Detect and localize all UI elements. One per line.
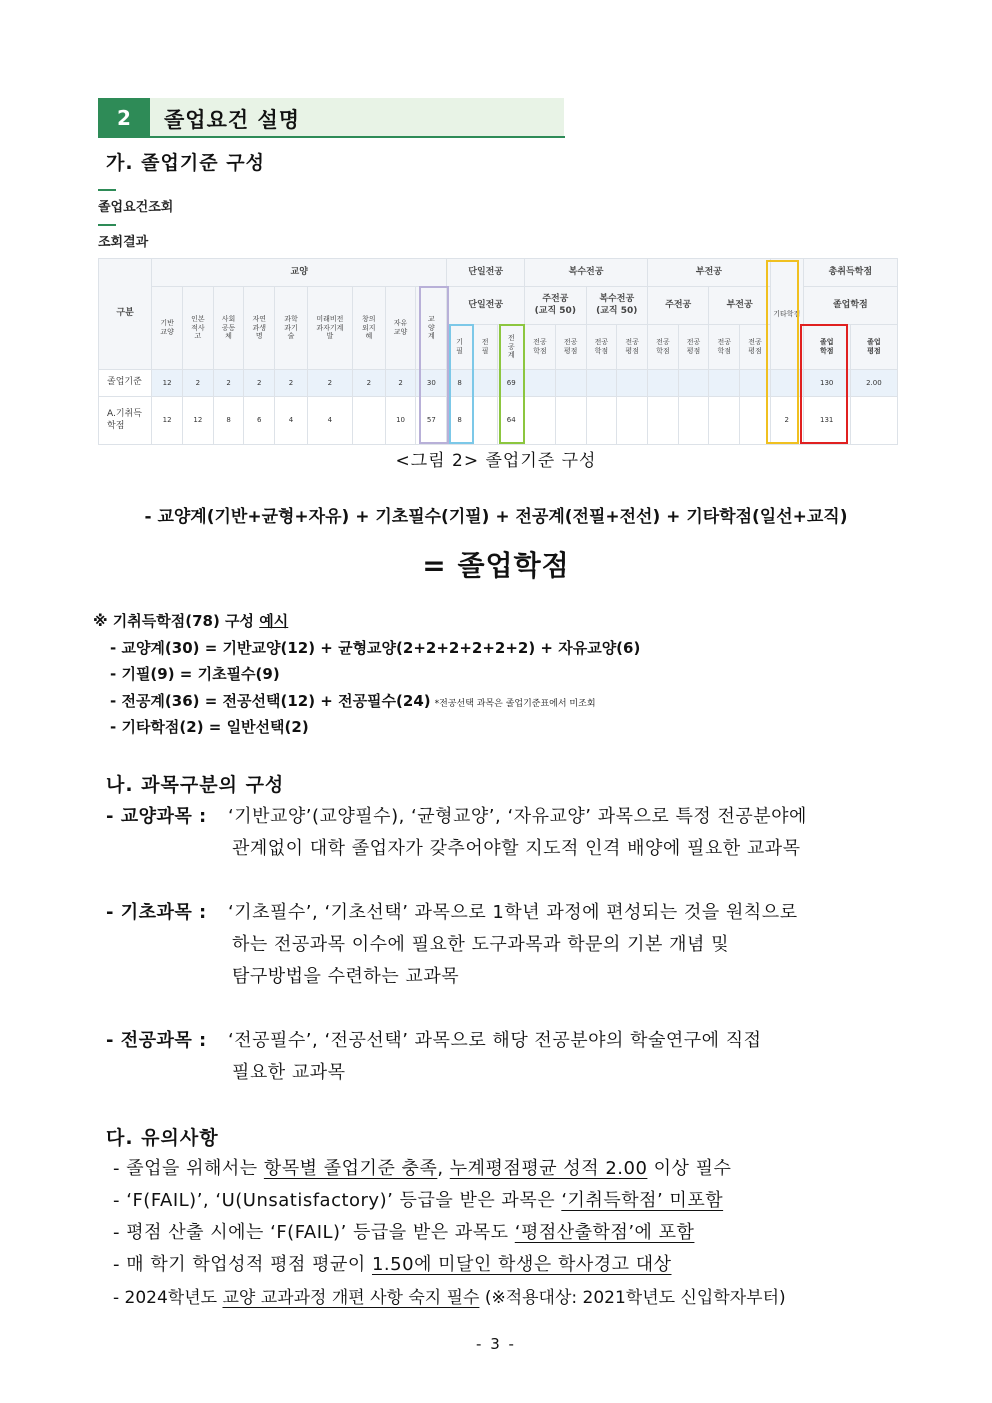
cell: 4	[307, 397, 352, 445]
single-col: 전 공 계	[498, 325, 525, 370]
cell: 57	[416, 397, 447, 445]
cell: 8	[447, 370, 473, 397]
grad-col: 졸업 평점	[850, 325, 897, 370]
highlight-major-total	[499, 324, 525, 444]
cell: 131	[803, 397, 850, 445]
cell	[352, 397, 385, 445]
cell: 2.00	[850, 370, 897, 397]
label-tick	[98, 189, 116, 191]
cell: 69	[498, 370, 525, 397]
note-text: - 졸업을 위해서는	[113, 1158, 264, 1179]
liberal-col: 인본 적사 고	[182, 287, 213, 370]
note-underlined: 누계평점평균 성적 2.00	[449, 1158, 648, 1179]
note-underlined: 항목별 졸업기준 충족	[263, 1158, 438, 1179]
note-text: - 2024학년도	[113, 1288, 223, 1308]
note-item	[113, 1154, 731, 1180]
pair-col: 전공 학점	[647, 325, 678, 370]
cell: 2	[182, 370, 213, 397]
cell: 2	[275, 370, 308, 397]
highlight-liberal-total	[419, 286, 449, 444]
cell	[555, 397, 586, 445]
liberal-col: 자유 교양	[385, 287, 416, 370]
pair-col: 전공 학점	[586, 325, 617, 370]
note-item	[113, 1186, 723, 1212]
single-col: 기 필	[447, 325, 473, 370]
cell: 2	[307, 370, 352, 397]
cell: 4	[275, 397, 308, 445]
note-text: 이상 필수	[647, 1158, 732, 1179]
course-desc-line: 필요한 교과목	[232, 1062, 346, 1083]
cell	[617, 397, 648, 445]
cell: 8	[447, 397, 473, 445]
subheading-b: 나. 과목구분의 구성	[106, 774, 285, 796]
liberal-col: 자연 과생 명	[244, 287, 275, 370]
example-title	[93, 610, 288, 631]
cell: 10	[385, 397, 416, 445]
pair-col: 전공 평점	[617, 325, 648, 370]
cell	[709, 370, 740, 397]
cell: 12	[152, 370, 183, 397]
liberal-col: 사회 공동 체	[213, 287, 244, 370]
course-desc-line: 탐구방법을 수련하는 교과목	[232, 966, 460, 987]
cell	[709, 397, 740, 445]
highlight-other-credits	[766, 260, 799, 444]
note-text: - 매 학기 학업성적 평점 평균이	[113, 1254, 372, 1275]
row-label: 졸업기준	[99, 370, 152, 397]
example-item-text: - 전공계(36) = 전공선택(12) + 전공필수(24)	[110, 692, 431, 710]
example-title-text: ※ 기취득학점(78) 구성	[93, 612, 260, 630]
note-text: ,	[437, 1158, 450, 1179]
group-other: 기타학점	[770, 259, 803, 370]
example-title-underlined: 예시	[259, 612, 289, 630]
group-total: 총취득학점	[803, 259, 897, 287]
cell	[525, 370, 556, 397]
cell	[617, 370, 648, 397]
highlight-graduation-credits	[800, 324, 848, 444]
lookup-label: 졸업요건조회	[98, 200, 174, 215]
cell	[678, 370, 709, 397]
example-item: - 기필(9) = 기초필수(9)	[110, 665, 280, 683]
cell: 2	[213, 370, 244, 397]
note-underlined: ‘평점산출학점’에 포함	[514, 1222, 695, 1243]
row-label: A.기취득 학점	[99, 397, 152, 445]
liberal-col: 과학 과기 술	[275, 287, 308, 370]
course-desc-line: ‘전공필수’, ‘전공선택’ 과목으로 해당 전공분야의 학술연구에 직접	[228, 1030, 762, 1051]
cell: 6	[244, 397, 275, 445]
cell	[472, 370, 498, 397]
section-underline	[98, 136, 565, 138]
section-title: 졸업요건 설명	[164, 108, 301, 132]
liberal-col: 기반 교양	[152, 287, 183, 370]
note-underlined: 1.50에 미달인 학생은 학사경고 대상	[371, 1254, 672, 1275]
cell	[647, 397, 678, 445]
cell	[850, 397, 897, 445]
course-term: - 교양과목 :	[106, 806, 207, 827]
pair-col: 전공 평점	[678, 325, 709, 370]
pair-col: 전공 학점	[525, 325, 556, 370]
cell	[586, 370, 617, 397]
liberal-total-col: 교 양 계	[416, 287, 447, 370]
note-text: (※적용대상: 2021학년도 신입학자부터)	[479, 1288, 786, 1308]
cell: 2	[244, 370, 275, 397]
cell: 12	[152, 397, 183, 445]
figure-caption: <그림 2> 졸업기준 구성	[395, 451, 597, 471]
subheading-a: 가. 졸업기준 구성	[106, 152, 265, 174]
graduation-equals: = 졸업학점	[422, 549, 570, 582]
formula-line: - 교양계(기반+균형+자유) + 기초필수(기필) + 전공계(전필+전선) + 기타학점(일선+교직)	[144, 507, 848, 527]
row-header: 구분	[99, 259, 152, 370]
pair-col: 전공 평점	[555, 325, 586, 370]
cell: 2	[385, 370, 416, 397]
cell	[525, 397, 556, 445]
cell: 130	[803, 370, 850, 397]
note-text: - ‘F(FAIL)’, ‘U(Unsatisfactory)’ 등급을 받은 과목은	[113, 1190, 562, 1211]
course-desc-line: 하는 전공과목 이수에 필요한 도구과목과 학문의 기본 개념 및	[232, 934, 729, 955]
note-text: - 평점 산출 시에는 ‘F(FAIL)’ 등급을 받은 과목도	[113, 1222, 515, 1243]
note-item	[113, 1250, 672, 1276]
sub-minor-main: 주전공	[647, 287, 708, 325]
note-underlined: 교양 교과과정 개편 사항 숙지 필수	[222, 1288, 480, 1308]
group-liberal: 교양	[152, 259, 447, 287]
grad-col: 졸업 학점	[803, 325, 850, 370]
example-item: - 교양계(30) = 기반교양(12) + 균형교양(2+2+2+2+2+2) + 자유교양(6)	[110, 639, 641, 657]
group-single-major: 단일전공	[447, 259, 525, 287]
cell	[678, 397, 709, 445]
sub-single-major: 단일전공	[447, 287, 525, 325]
cell	[647, 370, 678, 397]
course-desc-line: 관계없이 대학 졸업자가 갖추어야할 지도적 인격 배양에 필요한 교과목	[232, 838, 801, 859]
cell: 64	[498, 397, 525, 445]
highlight-basic-required	[449, 324, 474, 444]
subheading-c: 다. 유의사항	[106, 1127, 219, 1149]
group-double-major: 복수전공	[525, 259, 648, 287]
single-col: 전 필	[472, 325, 498, 370]
pair-col: 전공 평점	[740, 325, 771, 370]
example-item: - 기타학점(2) = 일반선택(2)	[110, 718, 309, 736]
course-desc-line: ‘기반교양’(교양필수), ‘균형교양’, ‘자유교양’ 과목으로 특정 전공분야에	[228, 806, 807, 827]
note-item	[113, 1283, 786, 1308]
group-minor: 부전공	[647, 259, 770, 287]
cell: 30	[416, 370, 447, 397]
example-note: *전공선택 과목은 졸업기준표에서 미조회	[434, 699, 596, 709]
pair-col: 전공 학점	[709, 325, 740, 370]
cell: 2	[352, 370, 385, 397]
cell: 8	[213, 397, 244, 445]
example-item	[110, 690, 596, 711]
cell	[472, 397, 498, 445]
sub-double-major: 복수전공 (교직 50)	[586, 287, 647, 325]
note-underlined: ‘기취득학점’ 미포함	[561, 1190, 724, 1211]
label-tick	[98, 224, 116, 226]
course-desc-line: ‘기초필수’, ‘기초선택’ 과목으로 1학년 과정에 편성되는 것을 원칙으로	[228, 902, 798, 923]
liberal-col: 창의 외지 혜	[352, 287, 385, 370]
sub-main-major: 주전공 (교직 50)	[525, 287, 586, 325]
note-item	[113, 1218, 694, 1244]
cell	[586, 397, 617, 445]
result-label: 조회결과	[98, 235, 149, 250]
sub-minor-sub: 부전공	[709, 287, 770, 325]
course-term: - 기초과목 :	[106, 902, 207, 923]
course-term: - 전공과목 :	[106, 1030, 207, 1051]
cell: 2	[770, 397, 803, 445]
sub-graduation: 졸업학점	[803, 287, 897, 325]
section-number: 2	[98, 98, 150, 137]
cell: 12	[182, 397, 213, 445]
page-number: - 3 -	[476, 1335, 516, 1353]
liberal-col: 미래비전 과자기계 발	[307, 287, 352, 370]
graduation-table	[98, 258, 898, 444]
cell	[555, 370, 586, 397]
